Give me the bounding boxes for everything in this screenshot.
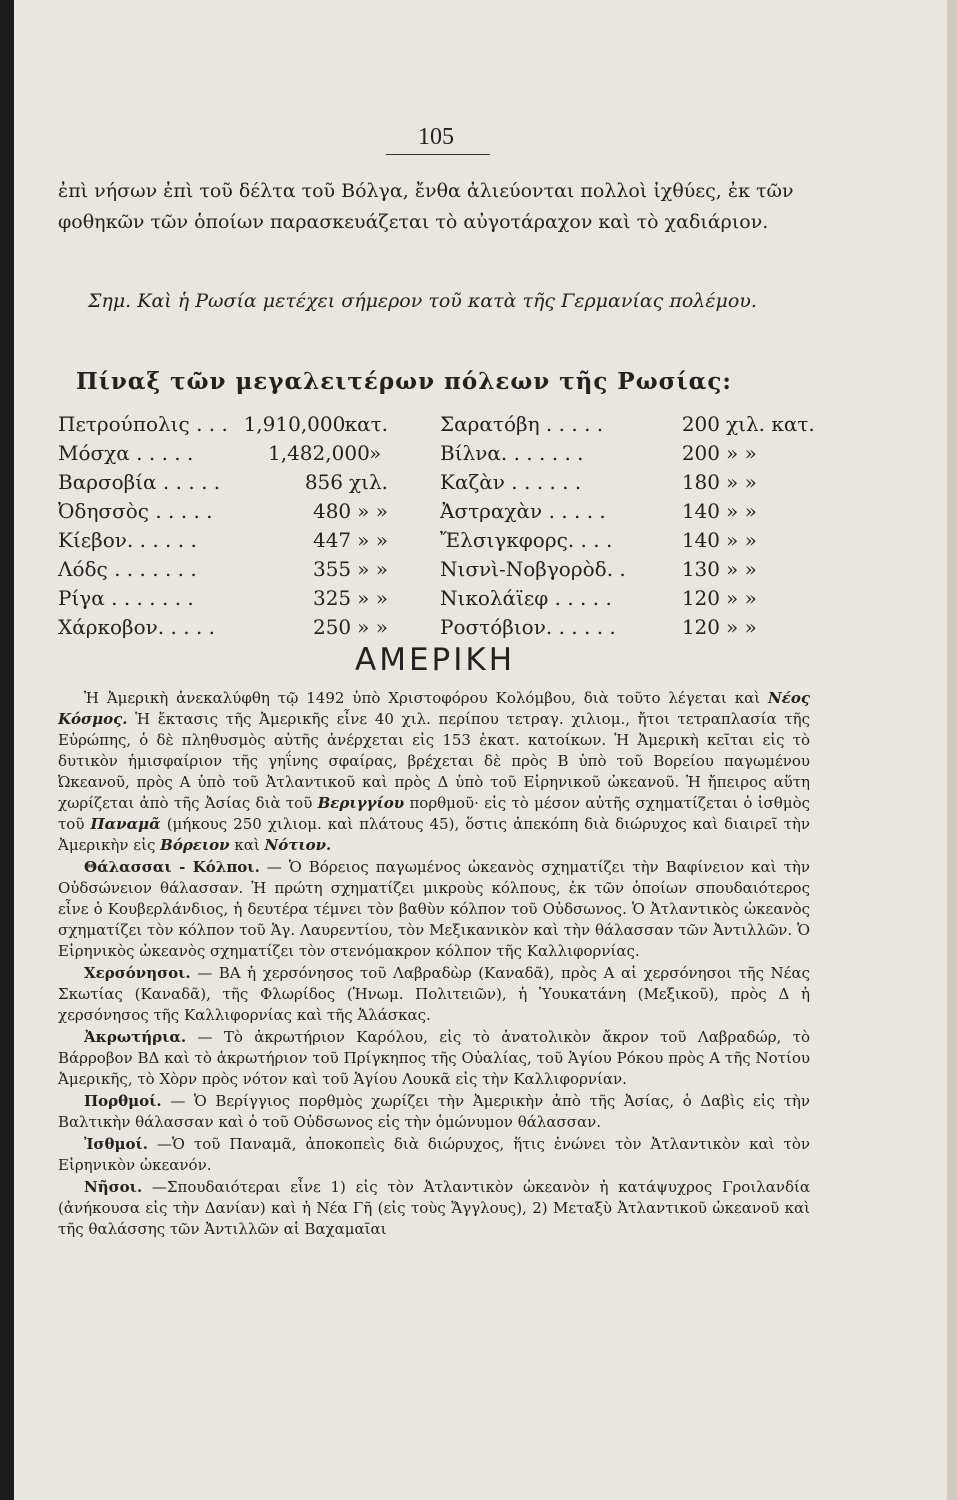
city-unit: » » xyxy=(357,557,388,581)
city-row xyxy=(440,439,830,468)
note-text: Καὶ ἡ Ρωσία μετέχει σήμερον τοῦ κατὰ τῆς Γερμανίας πολέμου. xyxy=(137,290,757,312)
city-population: 355 xyxy=(312,557,352,581)
city-row xyxy=(440,468,830,497)
city-population: 130 xyxy=(681,557,720,581)
city-name: Κίεβον. . . . . . xyxy=(58,528,197,552)
city-unit: » » xyxy=(357,615,388,639)
cities-column-right xyxy=(440,410,830,642)
intro-paragraph: ἐπὶ νήσων ἐπὶ τοῦ δέλτα τοῦ Βόλγα, ἔνθα ἀλιεύονται πολλοὶ ἰχθύες, ἐκ τῶν φοθηκῶν τῶν ὁποίων παρασκευάζεται τὸ αὐγοτάραχον καὶ τὸ χαδιάριον. xyxy=(58,180,794,233)
text-span: —Σπουδαιότεραι εἶνε 1) εἰς τὸν Ἀτλαντικὸν ὠκεανὸν ἡ κατάψυχρος Γροιλανδία (ἀνήκουσα εἰς τὴν Δανίαν) καὶ ἡ Νέα Γῆ (εἰς τοὺς Ἄγγλους), 2) Μεταξὺ Ἀτλαντικοῦ ὠκεανοῦ καὶ τῆς θαλάσσης τῶν Ἀντιλλῶν αἱ Βαχαμαῖαι xyxy=(58,1178,811,1238)
city-row xyxy=(58,468,388,497)
city-population: 140 xyxy=(681,499,720,523)
text-span: Ἡ Ἀμερικὴ ἀνεκαλύφθη τῷ 1492 ὑπὸ Χριστοφόρου Κολόμβου, διὰ τοῦτο λέγεται καὶ xyxy=(84,689,761,707)
emphasis: Παναμᾶ xyxy=(90,815,161,833)
section-lead: Χερσόνησοι. xyxy=(84,964,191,982)
city-name: Καζὰν . . . . . . xyxy=(440,470,582,494)
city-name: Νικολάϊεφ . . . . . xyxy=(440,586,612,610)
city-row xyxy=(440,555,830,584)
straits-paragraph xyxy=(58,1091,810,1133)
america-body xyxy=(58,688,810,1240)
city-name: Ἔλσιγκφορς. . . . xyxy=(440,528,613,552)
text-span: πορθμοῦ· εἰς τὸ μέσον αὐτῆς σχηματίζεται ὁ ἰσθμὸς τοῦ xyxy=(58,794,810,833)
section-lead: Νῆσοι. xyxy=(84,1178,143,1196)
city-population: 856 xyxy=(304,470,343,494)
city-unit: » » xyxy=(726,615,757,639)
city-population: 480 xyxy=(312,499,352,523)
capes-paragraph xyxy=(58,1027,810,1090)
city-unit: κατ. xyxy=(344,412,388,436)
section-lead: Ἀκρωτήρια. xyxy=(84,1028,187,1046)
america-intro-paragraph xyxy=(58,688,810,856)
text-span: —Ὁ τοῦ Παναμᾶ, ἀποκοπεὶς διὰ διώρυχος, ἥτις ἑνώνει τὸν Ἀτλαντικὸν καὶ τὸν Εἰρηνικὸν ὠκεανόν. xyxy=(58,1135,810,1174)
city-population: 325 xyxy=(312,586,352,610)
emphasis: Νότιον. xyxy=(264,836,332,854)
city-name: Νισνὶ-Νοβγορὸδ. . xyxy=(440,557,626,581)
city-name: Ὀδησσὸς . . . . . xyxy=(58,499,213,523)
emphasis: Βεριγγίου xyxy=(317,794,405,812)
city-population: 200 xyxy=(681,412,720,436)
city-row xyxy=(58,555,388,584)
city-population: 180 xyxy=(681,470,720,494)
city-population: 447 xyxy=(312,528,352,552)
city-name: Πετρούπολις . . . xyxy=(58,412,228,436)
city-name: Σαρατόβη . . . . . xyxy=(440,412,604,436)
city-unit: » » xyxy=(357,499,388,523)
section-lead: Ἰσθμοί. xyxy=(84,1135,148,1153)
section-heading: ΑΜΕΡΙΚΗ xyxy=(355,642,516,678)
city-unit: » » xyxy=(726,470,757,494)
city-name: Ρίγα . . . . . . . xyxy=(58,586,194,610)
cities-table-title: Πίναξ τῶν μεγαλειτέρων πόλεων τῆς Ρωσίας: xyxy=(76,368,732,395)
text-span: (μήκους 250 χιλιομ. καὶ πλάτους 45), ὅστις ἀπεκόπη διὰ διώρυχος καὶ διαιρεῖ τὴν Ἀμερικὴν εἰς xyxy=(58,815,810,854)
city-population: 1,482,000 xyxy=(268,441,370,465)
city-unit: χιλ. xyxy=(349,470,388,494)
page-number-rule xyxy=(386,154,490,155)
text-span: καὶ xyxy=(234,836,260,854)
city-name: Βίλνα. . . . . . . xyxy=(440,441,584,465)
page-number: 105 xyxy=(418,124,454,150)
city-row xyxy=(58,497,388,526)
text-span: Ἡ ἔκτασις τῆς Ἀμερικῆς εἶνε 40 χιλ. περίπου τετραγ. χιλιομ., ἤτοι τετραπλασία τῆς Εὐρώπης, ὁ δὲ πληθυσμὸς αὐτῆς ἀνέρχεται εἰς 153 ἑκατ. κατοίκων. Ἡ Ἀμερικὴ κεῖται εἰς τὸ δυτικὸν ἡμισφαίριον τῆς γηΐνης σφαίρας, βρέχεται δὲ πρὸς Β ὑπὸ τοῦ Βορείου παγωμένου Ὠκεανοῦ, πρὸς Α ὑπὸ τοῦ Ἀτλαντικοῦ καὶ πρὸς Δ ὑπὸ τοῦ Εἰρηνικοῦ ὠκεανοῦ. Ἡ ἤπειρος αὕτη χωρίζεται ἀπὸ τῆς Ἀσίας διὰ τοῦ xyxy=(58,710,810,812)
city-row xyxy=(58,613,388,642)
isthmuses-paragraph xyxy=(58,1134,810,1176)
islands-paragraph xyxy=(58,1177,810,1240)
city-population: 120 xyxy=(681,586,720,610)
text-span: — Τὸ ἀκρωτήριον Καρόλου, εἰς τὸ ἀνατολικὸν ἄκρον τοῦ Λαβραδώρ, τὸ Βάρροβον ΒΔ καὶ τὸ ἀκρωτήριον τοῦ Πρίγκηπος τῆς Οὐαλίας, τοῦ Ἁγίου Ρόκου πρὸς Α τῆς Νοτίου Ἀμερικῆς, τὸ Χὸρν πρὸς νότον καὶ τοῦ Ἁγίου Λουκᾶ εἰς τὴν Καλλιφορνίαν. xyxy=(58,1028,810,1088)
city-row xyxy=(440,497,830,526)
city-unit: » » xyxy=(726,499,757,523)
city-row xyxy=(440,410,830,439)
city-population: 120 xyxy=(681,615,720,639)
city-unit: » xyxy=(369,441,382,465)
city-unit: » » xyxy=(726,557,757,581)
city-unit: χιλ. κατ. xyxy=(726,412,815,436)
city-name: Λόδς . . . . . . . xyxy=(58,557,197,581)
city-row xyxy=(58,526,388,555)
note-paragraph xyxy=(58,286,818,317)
city-name: Ροστόβιον. . . . . . xyxy=(440,615,616,639)
city-population: 140 xyxy=(681,528,720,552)
city-unit: » » xyxy=(726,441,757,465)
text-span: — Ὁ Βόρειος παγωμένος ὠκεανὸς σχηματίζει τὴν Βαφίνειον καὶ τὴν Οὐδσώνειον θάλασσαν. Ἡ πρώτη σχηματίζει μικροὺς κόλπους, ἐκ τῶν ὁποίων σπουδαιότερος εἶνε ὁ Κουβερλάνδιος, ἡ δευτέρα τέμνει τὸν βαθὺν κόλπον τοῦ Οὐδσωνος. Ὁ Ἀτλαντικὸς ὠκεανὸς σχηματίζει τὸν κόλπον τοῦ Ἁγ. Λαυρεντίου, τὸν Μεξικανικὸν καὶ τὴν θάλασσαν τῶν Ἀντιλλῶν. Ὁ Εἰρηνικὸς ὠκεανὸς σχηματίζει τὸν στενόμακρον κόλπον τῆς Καλλιφορνίας. xyxy=(58,858,810,960)
text-span: — ΒΑ ἡ χερσόνησος τοῦ Λαβραδὼρ (Καναδᾶ), πρὸς Α αἱ χερσόνησοι τῆς Νέας Σκωτίας (Καναδᾶ), τῆς Φλωρίδος (Ἡνωμ. Πολιτειῶν), ἡ Ὑουκατάνη (Μεξικοῦ), πρὸς Δ ἡ χερσόνησος τῆς Καλλιφορνίας καὶ τῆς Ἀλάσκας. xyxy=(58,964,810,1024)
section-lead: Πορθμοί. xyxy=(84,1092,162,1110)
emphasis: Νέος Κόσμος. xyxy=(58,689,810,728)
city-population: 1,910,000 xyxy=(243,412,346,436)
city-row xyxy=(58,439,388,468)
page-left-edge-shadow xyxy=(0,0,14,1500)
city-row xyxy=(440,584,830,613)
city-name: Χάρκοβον. . . . . xyxy=(58,615,216,639)
city-name: Μόσχα . . . . . xyxy=(58,441,194,465)
city-row xyxy=(58,410,388,439)
cities-column-left xyxy=(58,410,388,642)
city-unit: » » xyxy=(357,528,388,552)
city-row xyxy=(440,526,830,555)
city-name: Βαρσοβία . . . . . xyxy=(58,470,221,494)
city-unit: » » xyxy=(726,528,757,552)
seas-paragraph xyxy=(58,857,810,962)
text-span: — Ὁ Βερίγγιος πορθμὸς χωρίζει τὴν Ἀμερικὴν ἀπὸ τῆς Ἀσίας, ὁ Δαβὶς εἰς τὴν Βαλτικὴν θάλασσαν καὶ ὁ τοῦ Οὐδσωνος εἰς τὴν ὁμώνυμον θάλασσαν. xyxy=(58,1092,810,1131)
peninsulas-paragraph xyxy=(58,963,810,1026)
city-row xyxy=(58,584,388,613)
city-unit: » » xyxy=(726,586,757,610)
city-population: 200 xyxy=(681,441,720,465)
city-population: 250 xyxy=(312,615,352,639)
page-right-edge xyxy=(947,0,957,1500)
city-unit: » » xyxy=(357,586,388,610)
city-row xyxy=(440,613,830,642)
section-lead: Θάλασσαι - Κόλποι. xyxy=(84,858,260,876)
emphasis: Βόρειον xyxy=(160,836,230,854)
city-name: Ἀστραχὰν . . . . . xyxy=(440,499,606,523)
note-label: Σημ. xyxy=(88,290,132,312)
